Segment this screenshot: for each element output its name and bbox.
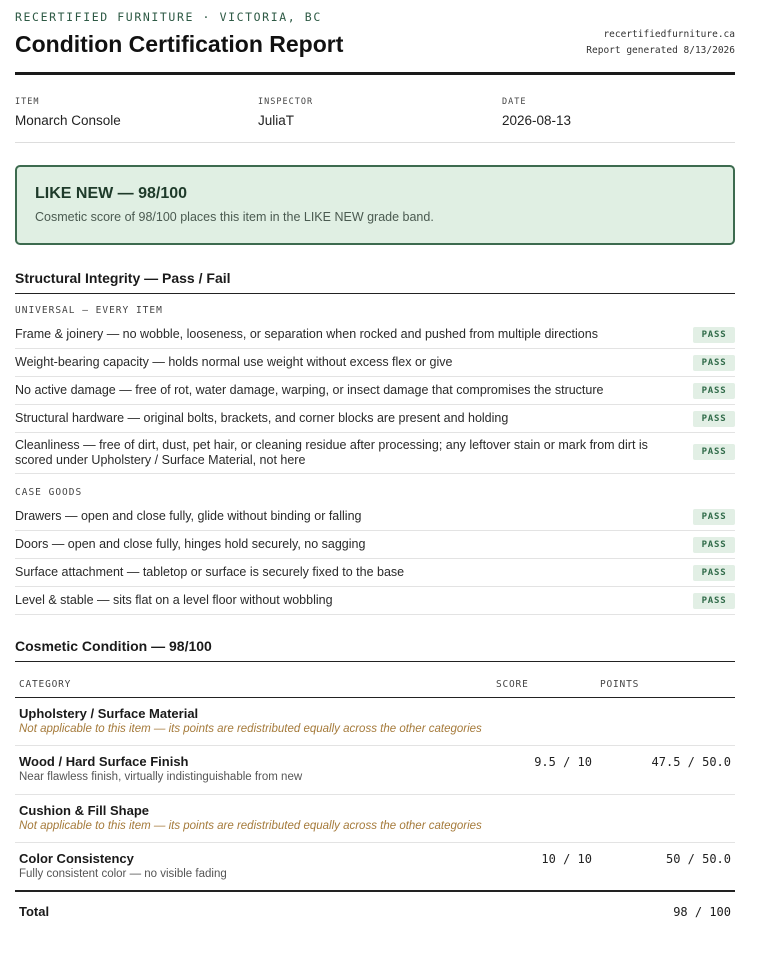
category-score: 9.5 / 10 — [534, 755, 592, 769]
meta-date-label: DATE — [502, 97, 527, 107]
category-note: Fully consistent color — no visible fading — [19, 868, 227, 880]
grade-title: LIKE NEW — 98/100 — [35, 185, 188, 202]
table-row — [15, 698, 735, 746]
category-name: Color Consistency — [19, 851, 134, 866]
site-url[interactable]: recertifiedfurniture.ca — [603, 29, 735, 40]
category-note: Near flawless finish, virtually indistinguishable from new — [19, 771, 303, 783]
category-points: 47.5 / 50.0 — [651, 755, 731, 769]
pass-badge: PASS — [693, 411, 735, 427]
pass-badge: PASS — [693, 537, 735, 553]
cosmetic-section-title: Cosmetic Condition — 98/100 — [15, 638, 212, 654]
pass-badge: PASS — [693, 383, 735, 399]
meta-date — [502, 97, 571, 128]
meta-divider — [15, 142, 735, 143]
meta-inspector-label: INSPECTOR — [258, 97, 314, 107]
category-score: 10 / 10 — [541, 852, 592, 866]
category-name: Wood / Hard Surface Finish — [19, 754, 189, 769]
structural-divider — [15, 293, 735, 294]
check-row — [15, 503, 735, 531]
check-row — [15, 377, 735, 405]
brand-name: RECERTIFIED FURNITURE · VICTORIA, BC — [15, 10, 322, 24]
meta-item-label: ITEM — [15, 97, 40, 107]
meta-item-value: Monarch Console — [15, 113, 121, 128]
category-not-applicable-note: Not applicable to this item — its points are redistributed equally across the other categories — [19, 820, 482, 832]
category-points: 50 / 50.0 — [665, 852, 731, 866]
table-row — [15, 746, 735, 795]
column-header-points: POINTS — [600, 679, 640, 690]
pass-badge: PASS — [693, 444, 735, 460]
check-text: Cleanliness — free of dirt, dust, pet hair, or cleaning residue after processing; any leftover stain or mark from dirt is scored under Upholstery / Surface Material, not here — [15, 438, 648, 467]
case-goods-group-label: CASE GOODS — [15, 487, 83, 498]
check-text: Drawers — open and close fully, glide without binding or falling — [15, 509, 362, 523]
structural-section-title: Structural Integrity — Pass / Fail — [15, 270, 231, 286]
check-text: No active damage — free of rot, water damage, warping, or insect damage that compromises the structure — [15, 383, 604, 397]
grade-banner — [15, 165, 735, 245]
pass-badge: PASS — [693, 593, 735, 609]
pass-badge: PASS — [693, 565, 735, 581]
page-title: Condition Certification Report — [15, 31, 344, 57]
check-row — [15, 321, 735, 349]
grade-description: Cosmetic score of 98/100 places this item in the LIKE NEW grade band. — [35, 210, 434, 224]
total-value: 98 / 100 — [673, 905, 731, 919]
pass-badge: PASS — [693, 509, 735, 525]
check-text: Structural hardware — original bolts, brackets, and corner blocks are present and holding — [15, 411, 509, 425]
meta-date-value: 2026-08-13 — [502, 113, 572, 128]
category-name: Cushion & Fill Shape — [19, 803, 150, 818]
check-row — [15, 531, 735, 559]
generated-date: Report generated 8/13/2026 — [586, 45, 735, 56]
table-row — [15, 795, 735, 843]
universal-group-label: UNIVERSAL — EVERY ITEM — [15, 305, 163, 316]
check-text: Frame & joinery — no wobble, looseness, or separation when rocked and pushed from multiple directions — [15, 327, 598, 341]
category-name: Upholstery / Surface Material — [19, 706, 199, 721]
cosmetic-divider — [15, 661, 735, 662]
meta-item — [15, 97, 121, 128]
header-divider — [15, 72, 735, 75]
meta-inspector-value: JuliaT — [258, 113, 295, 128]
check-text: Level & stable — sits flat on a level floor without wobbling — [15, 593, 333, 607]
category-not-applicable-note: Not applicable to this item — its points are redistributed equally across the other categories — [19, 723, 482, 735]
pass-badge: PASS — [693, 327, 735, 343]
meta-inspector — [258, 97, 313, 128]
check-text: Weight-bearing capacity — holds normal use weight without excess flex or give — [15, 355, 453, 369]
check-row — [15, 559, 735, 587]
table-row — [15, 843, 735, 892]
check-row — [15, 587, 735, 615]
check-text: Doors — open and close fully, hinges hold securely, no sagging — [15, 537, 366, 551]
column-header-category: CATEGORY — [19, 679, 72, 690]
check-row — [15, 405, 735, 433]
check-text: Surface attachment — tabletop or surface is securely fixed to the base — [15, 565, 405, 579]
check-row — [15, 433, 735, 474]
check-row — [15, 349, 735, 377]
pass-badge: PASS — [693, 355, 735, 371]
total-label: Total — [19, 904, 50, 919]
column-header-score: SCORE — [496, 679, 529, 690]
